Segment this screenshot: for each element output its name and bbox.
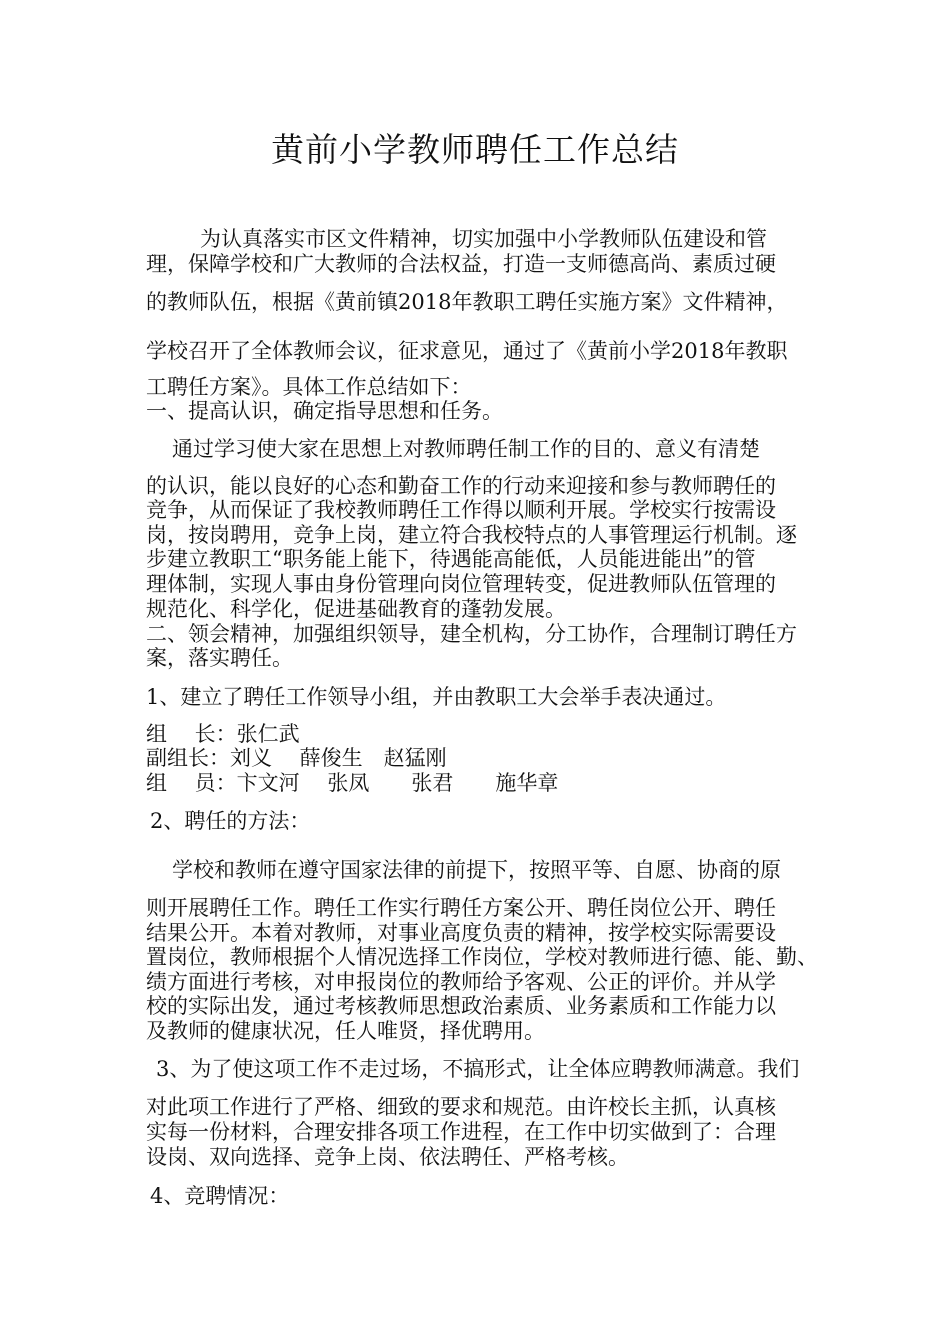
body-line: 步建立教职工“职务能上能下，待遇能高能低，人员能进能出”的管 [146,547,756,571]
member-row: 组 员：卞文河 张凤 张君 施华章 [146,771,559,795]
numbered-item: 4、竞聘情况： [150,1184,290,1208]
document-title: 黄前小学教师聘任工作总结 [271,130,679,169]
numbered-item: 2、聘任的方法： [150,809,311,833]
numbered-item: 3、为了使这项工作不走过场，不搞形式，让全体应聘教师满意。我们 [156,1057,800,1081]
body-line: 竞争，从而保证了我校教师聘任工作得以顺利开展。学校实行按需设 [146,498,776,522]
body-line: 实每一份材料，合理安排各项工作进程，在工作中切实做到了：合理 [146,1120,776,1144]
body-line: 设岗、双向选择、竞争上岗、依法聘任、严格考核。 [146,1145,629,1169]
section-heading: 一、提高认识，确定指导思想和任务。 [146,399,503,423]
body-line: 通过学习使大家在思想上对教师聘任制工作的目的、意义有清楚 [172,437,760,461]
section-heading: 案，落实聘任。 [146,646,293,670]
body-line: 为认真落实市区文件精神，切实加强中小学教师队伍建设和管 [200,227,767,251]
deputy-leader-row: 副组长：刘义 薛俊生 赵猛刚 [146,746,447,770]
body-line: 对此项工作进行了严格、细致的要求和规范。由许校长主抓，认真核 [146,1095,776,1119]
body-line: 工聘任方案》。具体工作总结如下： [146,375,472,399]
section-heading: 二、领会精神，加强组织领导，建全机构，分工协作，合理制订聘任方 [146,622,797,646]
numbered-item: 1、建立了聘任工作领导小组，并由教职工大会举手表决通过。 [146,685,727,709]
body-line: 及教师的健康状况，任人唯贤，择优聘用。 [146,1019,545,1043]
body-line: 理，保障学校和广大教师的合法权益，打造一支师德高尚、素质过硬 [146,252,776,276]
body-line: 则开展聘任工作。聘任工作实行聘任方案公开、聘任岗位公开、聘任 [146,896,776,920]
body-line: 的教师队伍，根据《黄前镇2018年教职工聘任实施方案》文件精神， [146,290,788,314]
body-line: 学校召开了全体教师会议，征求意见，通过了《黄前小学2018年教职 [146,339,788,363]
leader-row: 组 长：张仁武 [146,722,300,746]
body-line: 理体制，实现人事由身份管理向岗位管理转变，促进教师队伍管理的 [146,572,776,596]
body-line: 规范化、科学化，促进基础教育的蓬勃发展。 [146,597,566,621]
body-line: 绩方面进行考核，对申报岗位的教师给予客观、公正的评价。并从学 [146,970,776,994]
body-line: 的认识，能以良好的心态和勤奋工作的行动来迎接和参与教师聘任的 [146,474,776,498]
body-line: 置岗位，教师根据个人情况选择工作岗位，学校对教师进行德、能、勤、 [146,945,818,969]
body-line: 学校和教师在遵守国家法律的前提下，按照平等、自愿、协商的原 [172,858,781,882]
body-line: 校的实际出发，通过考核教师思想政治素质、业务素质和工作能力以 [146,994,776,1018]
body-line: 岗，按岗聘用，竞争上岗，建立符合我校特点的人事管理运行机制。逐 [146,523,797,547]
body-line: 结果公开。本着对教师，对事业高度负责的精神，按学校实际需要设 [146,921,776,945]
